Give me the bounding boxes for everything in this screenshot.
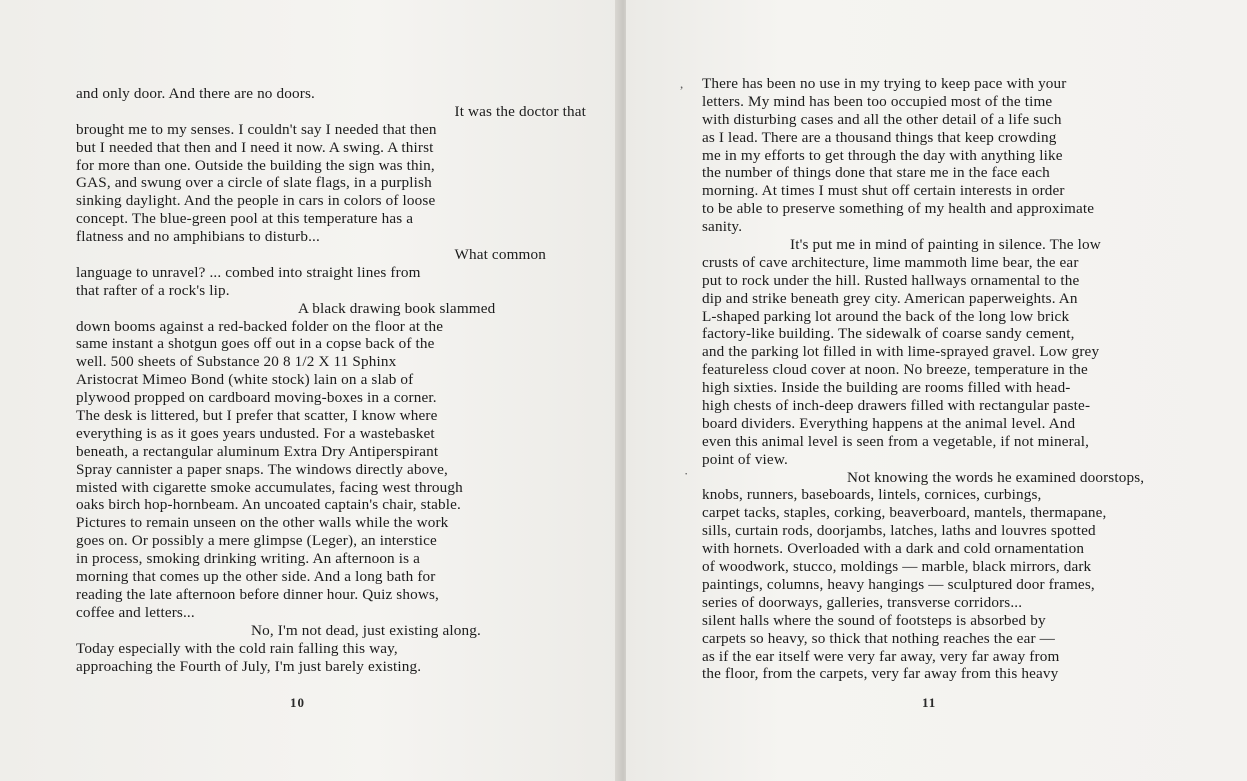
text-line: Spray cannister a paper snaps. The windows directly above, [76,460,448,478]
text-line: Today especially with the cold rain falling this way, [76,639,398,657]
text-line: language to unravel? ... combed into straight lines from [76,263,421,281]
text-line: for more than one. Outside the building the sign was thin, [76,156,435,174]
text-line: down booms against a red-backed folder on the floor at the [76,317,444,335]
text-line: crusts of cave architecture, lime mammoth lime bear, the ear [702,253,1079,271]
text-line: letters. My mind has been too occupied most of the time [702,92,1053,110]
right-page [626,0,1247,781]
text-line: me in my efforts to get through the day with anything like [702,146,1063,164]
right-page-body [702,75,1222,683]
text-line: plywood propped on cardboard moving-boxes in a corner. [76,389,437,407]
text-line: series of doorways, galleries, transverse corridors... [702,593,1023,611]
left-page-body [76,85,586,675]
text-line: but I needed that then and I need it now. A swing. A thirst [76,138,434,156]
margin-tick-mark: · [684,466,689,481]
text-line: morning. At times I must shut off certain interests in order [702,182,1065,200]
left-page [0,0,622,781]
text-line: oaks birch hop-hornbeam. An uncoated captain's chair, stable. [76,496,461,514]
text-line: and the parking lot filled in with lime-sprayed gravel. Low grey [702,343,1100,361]
text-line: Pictures to remain unseen on the other walls while the work [76,514,449,532]
text-line: the number of things done that stare me in the face each [702,164,1050,182]
text-line: with disturbing cases and all the other detail of a life such [702,110,1062,128]
text-line: goes on. Or possibly a mere glimpse (Leger), an interstice [76,532,437,550]
text-line: with hornets. Overloaded with a dark and cold ornamentation [702,540,1085,558]
text-line: the floor, from the carpets, very far away from this heavy [702,665,1059,683]
text-line: as if the ear itself were very far away, very far away from [702,647,1060,665]
text-line: board dividers. Everything happens at the animal level. And [702,414,1076,432]
text-line: point of view. [702,450,788,468]
text-line: featureless cloud cover at noon. No breeze, temperature in the [702,361,1088,379]
text-line: in process, smoking drinking writing. An afternoon is a [76,550,421,568]
text-line: reading the late afternoon before dinner hour. Quiz shows, [76,585,439,603]
text-line: as I lead. There are a thousand things that keep crowding [702,128,1057,146]
text-line: Aristocrat Mimeo Bond (white stock) lain on a slab of [76,371,414,389]
text-line: concept. The blue-green pool at this temperature has a [76,210,414,228]
text-line: A black drawing book slammed [298,299,496,317]
text-line: brought me to my senses. I couldn't say I needed that then [76,120,437,138]
text-line: carpet tacks, staples, corking, beaverboard, mantels, thermapane, [702,504,1107,522]
text-line: It was the doctor that [454,102,586,120]
text-line: well. 500 sheets of Substance 20 8 1/2 X 11 Sphinx [76,353,397,371]
text-line: factory-like building. The sidewalk of coarse sandy cement, [702,325,1075,343]
text-line: sanity. [702,218,743,236]
text-line: high sixties. Inside the building are rooms filled with head- [702,379,1071,397]
text-line: Not knowing the words he examined doorstops, [847,468,1145,486]
text-line: and only door. And there are no doors. [76,85,315,102]
text-line: What common [454,246,546,264]
text-line: flatness and no amphibians to disturb... [76,228,320,246]
text-line: that rafter of a rock's lip. [76,281,230,299]
text-line: No, I'm not dead, just existing along. [251,621,481,639]
text-line: carpets so heavy, so thick that nothing reaches the ear — [702,629,1055,647]
text-line: The desk is littered, but I prefer that scatter, I know where [76,407,438,425]
text-line: everything is as it goes years undusted. For a wastebasket [76,424,435,442]
text-line: same instant a shotgun goes off out in a copse back of the [76,335,435,353]
text-line: sinking daylight. And the people in cars in colors of loose [76,192,436,210]
left-page-number: 10 [290,695,305,710]
text-line: to be able to preserve something of my health and approximate [702,200,1095,218]
text-line: put to rock under the hill. Rusted hallways ornamental to the [702,271,1080,289]
right-page-number: 11 [922,695,937,710]
text-line: GAS, and swung over a circle of slate flags, in a purplish [76,174,432,192]
text-line: beneath, a rectangular aluminum Extra Dry Antiperspirant [76,442,439,460]
text-line: silent halls where the sound of footsteps is absorbed by [702,611,1046,629]
text-line: paintings, columns, heavy hangings — sculptured door frames, [702,575,1095,593]
margin-tick-mark: , [680,76,684,91]
text-line: misted with cigarette smoke accumulates, facing west through [76,478,463,496]
text-line: even this animal level is seen from a vegetable, if not mineral, [702,432,1090,450]
text-line: It's put me in mind of painting in silence. The low [790,236,1101,254]
text-line: high chests of inch-deep drawers filled with rectangular paste- [702,397,1091,415]
text-line: morning that comes up the other side. And a long bath for [76,568,436,586]
text-line: coffee and letters... [76,603,195,621]
text-line: L-shaped parking lot around the back of the long low brick [702,307,1070,325]
text-line: dip and strike beneath grey city. American paperweights. An [702,289,1078,307]
text-line: knobs, runners, baseboards, lintels, cornices, curbings, [702,486,1042,504]
text-line: There has been no use in my trying to keep pace with your [702,75,1067,92]
text-line: sills, curtain rods, doorjambs, latches, laths and louvres spotted [702,522,1096,540]
text-line: approaching the Fourth of July, I'm just barely existing. [76,657,422,675]
text-line: of woodwork, stucco, moldings — marble, black mirrors, dark [702,558,1092,576]
